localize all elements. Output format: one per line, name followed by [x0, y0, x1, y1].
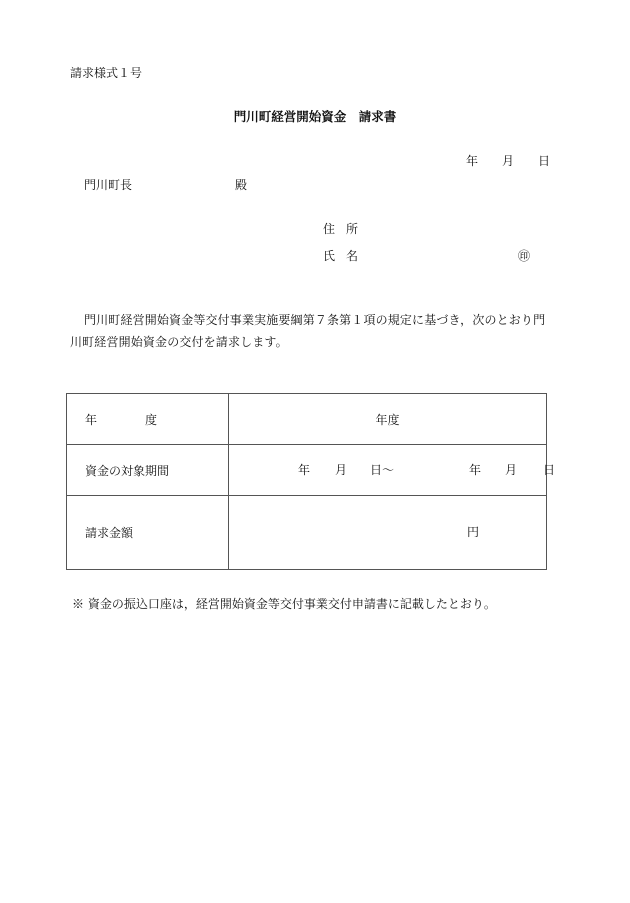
- date-month-label: 月: [501, 154, 514, 168]
- date-day-label: 日: [537, 154, 550, 168]
- amount-unit: 円: [467, 525, 480, 539]
- request-body-text: 門川町経営開始資金等交付事業実施要綱第７条第１項の規定に基づき，次のとおり門川町経営開始資金の交付を請求します。: [70, 313, 546, 349]
- seal-mark: ㊞: [518, 249, 531, 263]
- amount-label: 請求金額: [67, 496, 229, 570]
- table-row-period: [67, 445, 547, 496]
- period-value-cell: [229, 445, 556, 496]
- fiscal-year-value: 年度: [229, 394, 547, 445]
- form-number: 請求様式１号: [70, 66, 143, 80]
- name-label: 氏名: [323, 249, 370, 263]
- period-to-month: 月: [505, 463, 518, 477]
- date-line: [466, 154, 550, 168]
- table-row-fiscal-year: [67, 394, 547, 445]
- request-table: [66, 393, 556, 570]
- address-label: 住所: [323, 222, 370, 236]
- table-row-amount: [67, 496, 547, 570]
- period-from-year: 年: [298, 463, 311, 477]
- period-label: 資金の対象期間: [67, 445, 229, 496]
- period-from-day: 日～: [370, 463, 395, 477]
- date-year-label: 年: [466, 154, 479, 168]
- period-from-month: 月: [335, 463, 348, 477]
- fiscal-year-label: 年 度: [85, 412, 157, 427]
- fiscal-year-label-cell: [67, 394, 229, 445]
- footnote: ※ 資金の振込口座は，経営開始資金等交付事業交付申請書に記載したとおり。: [72, 597, 496, 611]
- period-to-day: 日: [543, 463, 556, 477]
- amount-value-cell: [229, 496, 547, 570]
- page-title: 門川町経営開始資金 請求書: [233, 109, 397, 124]
- period-to-year: 年: [469, 463, 482, 477]
- addressee-name: 門川町長: [84, 178, 133, 192]
- addressee-honorific: 殿: [235, 178, 248, 192]
